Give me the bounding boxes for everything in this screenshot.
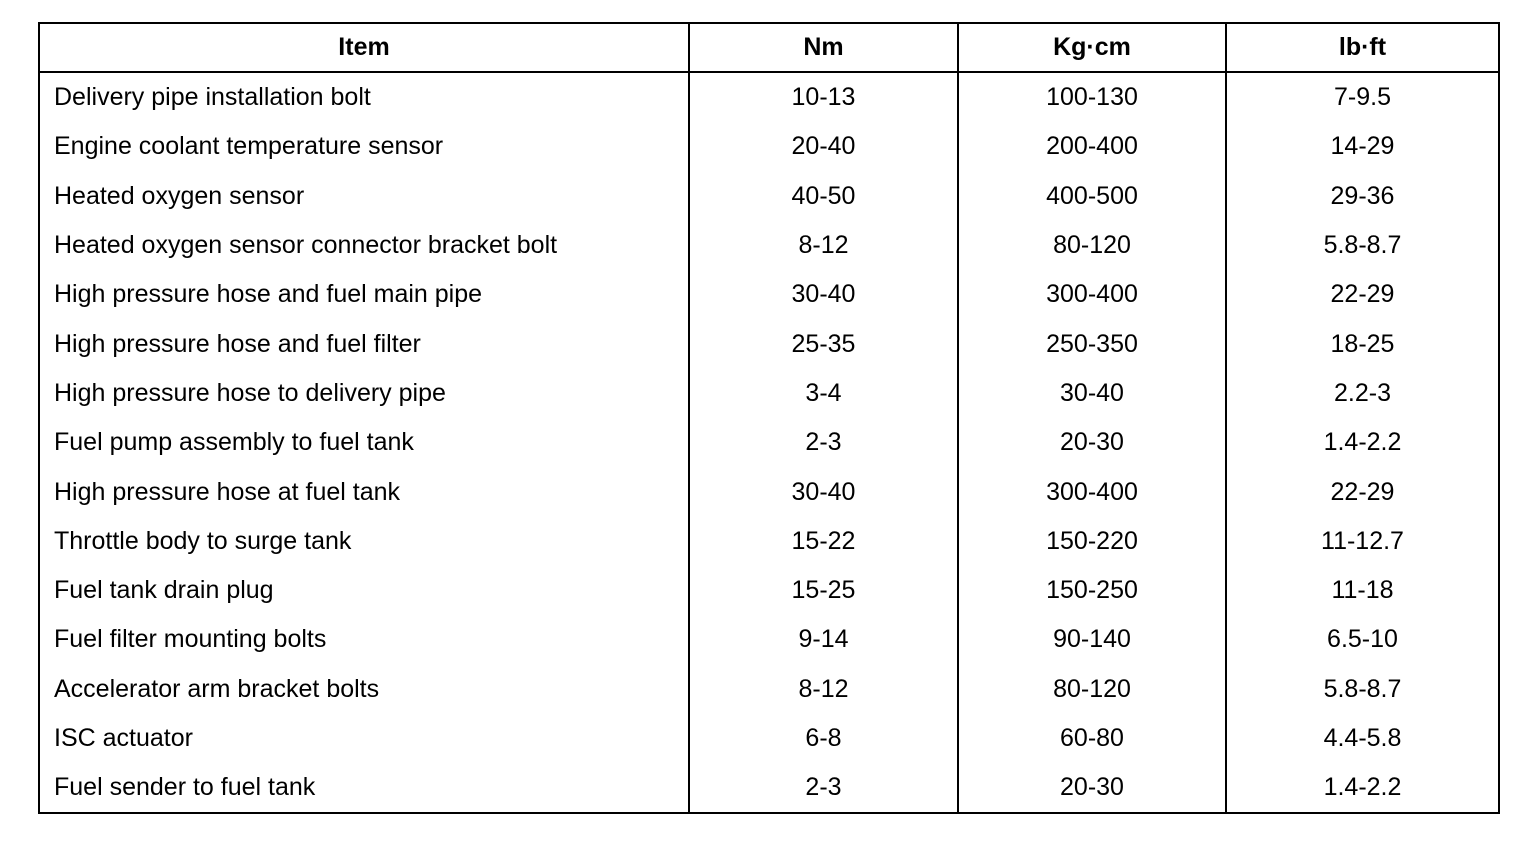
- kg-cm-cell: 60-80: [958, 714, 1226, 763]
- table-row: [39, 270, 1499, 319]
- table-row: [39, 763, 1499, 813]
- nm-cell: 9-14: [689, 615, 958, 664]
- lb-ft-cell: 7-9.5: [1226, 72, 1499, 122]
- lb-ft-cell: 1.4-2.2: [1226, 418, 1499, 467]
- table-body: [39, 72, 1499, 813]
- nm-cell: 10-13: [689, 72, 958, 122]
- lb-ft-cell: 11-18: [1226, 566, 1499, 615]
- kg-cm-cell: 150-220: [958, 517, 1226, 566]
- lb-ft-cell: 11-12.7: [1226, 517, 1499, 566]
- lb-ft-cell: 29-36: [1226, 172, 1499, 221]
- table-row: [39, 615, 1499, 664]
- nm-cell: 8-12: [689, 221, 958, 270]
- item-cell: High pressure hose and fuel filter: [54, 329, 421, 358]
- item-cell: Fuel sender to fuel tank: [54, 773, 316, 802]
- kg-cm-cell: 200-400: [958, 122, 1226, 171]
- nm-cell: 20-40: [689, 122, 958, 171]
- kg-cm-cell: 100-130: [958, 72, 1226, 122]
- table-row: [39, 566, 1499, 615]
- table-row: [39, 665, 1499, 714]
- item-cell: Fuel filter mounting bolts: [54, 625, 327, 654]
- nm-cell: 2-3: [689, 763, 958, 813]
- lb-ft-cell: 6.5-10: [1226, 615, 1499, 664]
- lb-ft-cell: 5.8-8.7: [1226, 665, 1499, 714]
- kg-cm-cell: 300-400: [958, 270, 1226, 319]
- table-row: [39, 221, 1499, 270]
- kg-cm-cell: 400-500: [958, 172, 1226, 221]
- kg-cm-cell: 250-350: [958, 319, 1226, 368]
- header-lb-ft: lb·ft: [1226, 23, 1499, 72]
- item-cell: Fuel tank drain plug: [54, 576, 274, 605]
- item-cell: High pressure hose at fuel tank: [54, 477, 401, 506]
- torque-specification-table: [38, 22, 1500, 814]
- item-cell: Delivery pipe installation bolt: [54, 83, 371, 112]
- header-item: Item: [39, 23, 689, 72]
- table-row: [39, 72, 1499, 122]
- lb-ft-cell: 22-29: [1226, 270, 1499, 319]
- table-header-row: [39, 23, 1499, 72]
- item-cell: Accelerator arm bracket bolts: [54, 674, 380, 703]
- kg-cm-cell: 90-140: [958, 615, 1226, 664]
- nm-cell: 25-35: [689, 319, 958, 368]
- kg-cm-cell: 150-250: [958, 566, 1226, 615]
- kg-cm-cell: 80-120: [958, 221, 1226, 270]
- nm-cell: 3-4: [689, 369, 958, 418]
- item-cell: Engine coolant temperature sensor: [54, 132, 444, 161]
- table-row: [39, 122, 1499, 171]
- nm-cell: 8-12: [689, 665, 958, 714]
- table-row: [39, 369, 1499, 418]
- kg-cm-cell: 80-120: [958, 665, 1226, 714]
- table-row: [39, 418, 1499, 467]
- item-cell: Heated oxygen sensor: [54, 181, 305, 210]
- lb-ft-cell: 2.2-3: [1226, 369, 1499, 418]
- lb-ft-cell: 1.4-2.2: [1226, 763, 1499, 813]
- lb-ft-cell: 14-29: [1226, 122, 1499, 171]
- nm-cell: 15-22: [689, 517, 958, 566]
- item-cell: High pressure hose and fuel main pipe: [54, 280, 483, 309]
- item-cell: Fuel pump assembly to fuel tank: [54, 428, 414, 457]
- nm-cell: 2-3: [689, 418, 958, 467]
- item-cell: Throttle body to surge tank: [54, 526, 352, 555]
- kg-cm-cell: 300-400: [958, 467, 1226, 516]
- kg-cm-cell: 30-40: [958, 369, 1226, 418]
- item-cell: Heated oxygen sensor connector bracket bolt: [54, 231, 558, 260]
- item-cell: High pressure hose to delivery pipe: [54, 378, 446, 407]
- header-nm: Nm: [689, 23, 958, 72]
- item-cell: ISC actuator: [54, 724, 193, 752]
- header-kg-cm: Kg·cm: [958, 23, 1226, 72]
- table-row: [39, 714, 1499, 763]
- table-row: [39, 319, 1499, 368]
- lb-ft-cell: 4.4-5.8: [1226, 714, 1499, 763]
- lb-ft-cell: 18-25: [1226, 319, 1499, 368]
- nm-cell: 30-40: [689, 270, 958, 319]
- lb-ft-cell: 22-29: [1226, 467, 1499, 516]
- nm-cell: 40-50: [689, 172, 958, 221]
- table-row: [39, 467, 1499, 516]
- lb-ft-cell: 5.8-8.7: [1226, 221, 1499, 270]
- kg-cm-cell: 20-30: [958, 418, 1226, 467]
- table-row: [39, 517, 1499, 566]
- nm-cell: 6-8: [689, 714, 958, 763]
- table-row: [39, 172, 1499, 221]
- nm-cell: 30-40: [689, 467, 958, 516]
- nm-cell: 15-25: [689, 566, 958, 615]
- kg-cm-cell: 20-30: [958, 763, 1226, 813]
